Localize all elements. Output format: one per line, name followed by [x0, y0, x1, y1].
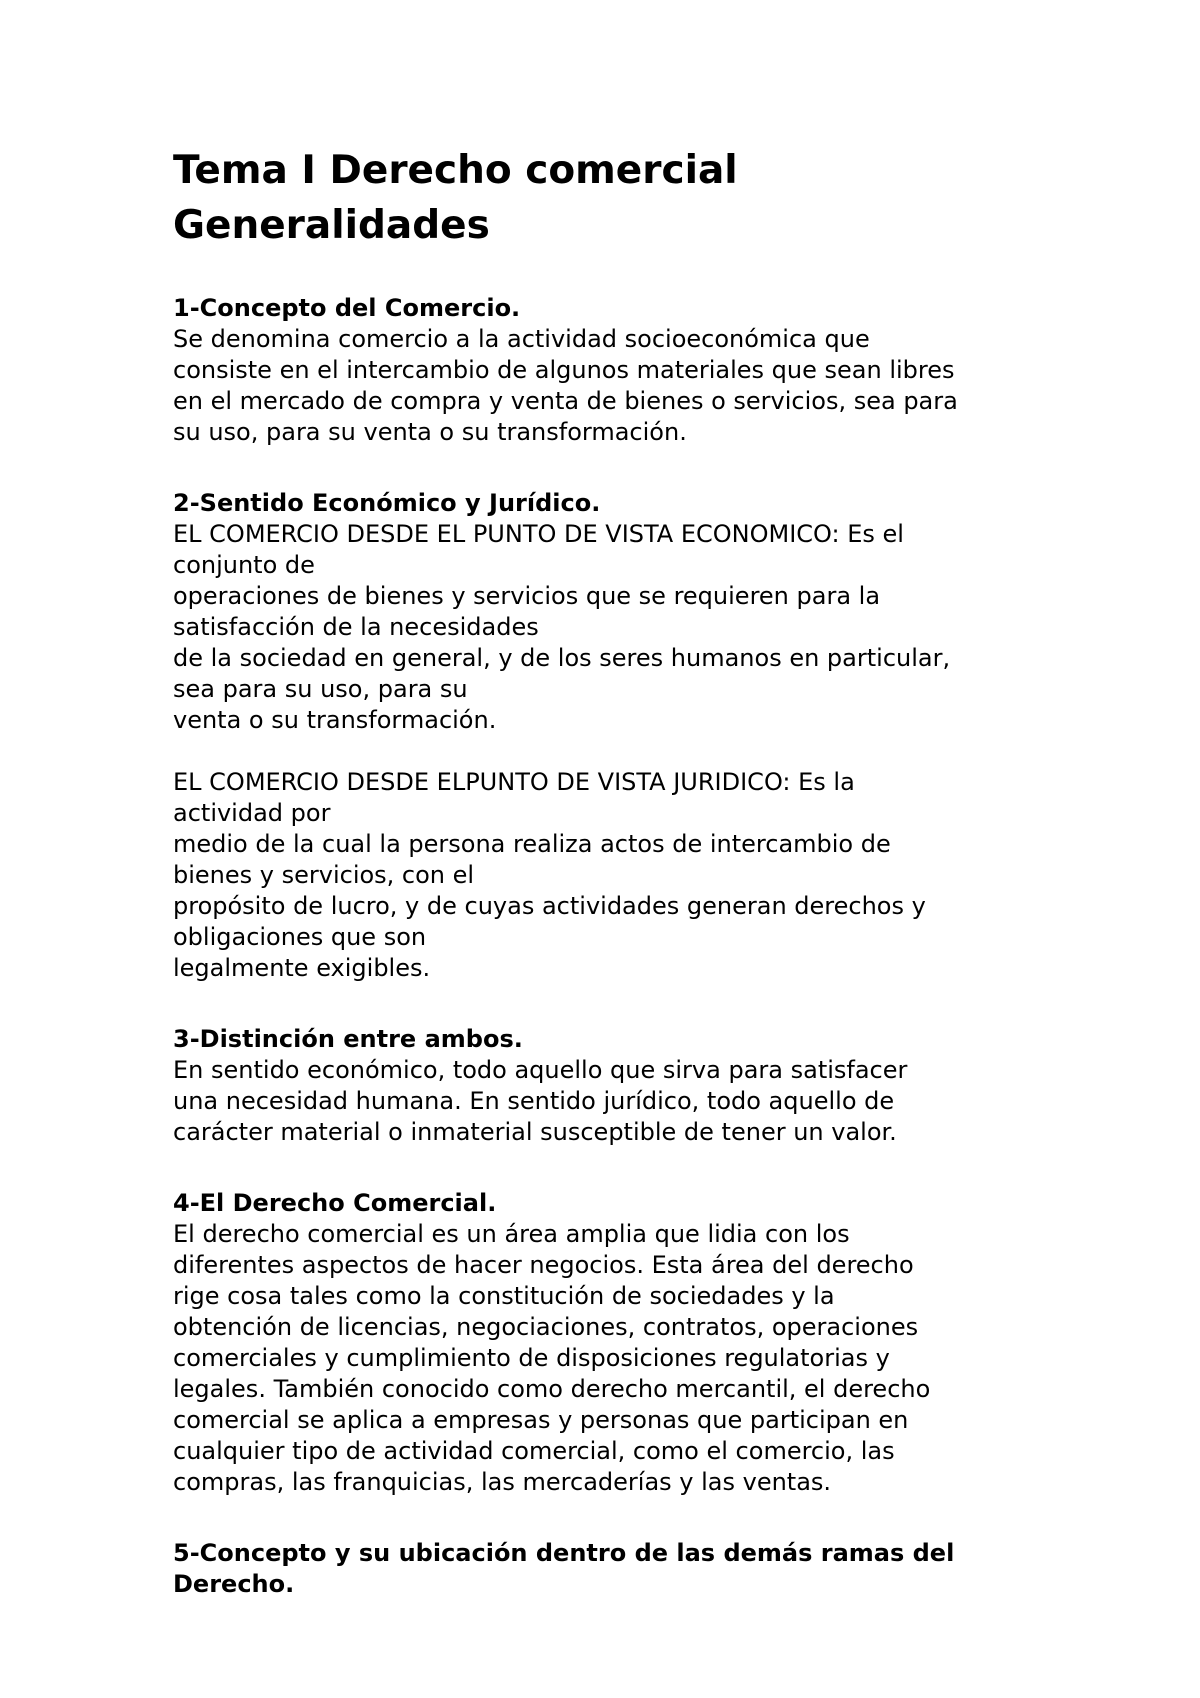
section-heading: Derecho.: [173, 1570, 295, 1598]
paragraph-line: de la sociedad en general, y de los seres humanos en particular,: [173, 644, 951, 672]
paragraph-line: su uso, para su venta o su transformación.: [173, 418, 687, 446]
paragraph-line: Se denomina comercio a la actividad socioeconómica que: [173, 325, 870, 353]
paragraph-line: propósito de lucro, y de cuyas actividades generan derechos y: [173, 892, 926, 920]
document-content: [173, 143, 1073, 1600]
paragraph-gap: [173, 736, 1073, 767]
section-distincion-ambos: [173, 1024, 1073, 1148]
paragraph-line: venta o su transformación.: [173, 706, 497, 734]
paragraph-line: satisfacción de la necesidades: [173, 613, 539, 641]
paragraph-line: operaciones de bienes y servicios que se requieren para la: [173, 582, 881, 610]
document-title-line: Generalidades: [173, 203, 490, 248]
paragraph-line: medio de la cual la persona realiza actos de intercambio de: [173, 830, 891, 858]
section-heading: 3-Distinción entre ambos.: [173, 1025, 523, 1053]
paragraph-line: EL COMERCIO DESDE EL PUNTO DE VISTA ECONOMICO: Es el: [173, 520, 904, 548]
paragraph-line: En sentido económico, todo aquello que sirva para satisfacer: [173, 1056, 908, 1084]
section-heading: 5-Concepto y su ubicación dentro de las demás ramas del: [173, 1539, 955, 1567]
section-sentido-economico-juridico: [173, 488, 1073, 984]
paragraph-line: rige cosa tales como la constitución de sociedades y la: [173, 1282, 835, 1310]
section-heading: 1-Concepto del Comercio.: [173, 294, 521, 322]
paragraph-line: consiste en el intercambio de algunos materiales que sean libres: [173, 356, 955, 384]
section-concepto-comercio: [173, 293, 1073, 448]
paragraph-line: cualquier tipo de actividad comercial, como el comercio, las: [173, 1437, 895, 1465]
paragraph-line: EL COMERCIO DESDE ELPUNTO DE VISTA JURIDICO: Es la: [173, 768, 855, 796]
paragraph-line: sea para su uso, para su: [173, 675, 468, 703]
paragraph-line: diferentes aspectos de hacer negocios. Esta área del derecho: [173, 1251, 914, 1279]
section-concepto-ubicacion: [173, 1538, 1073, 1600]
paragraph-line: obtención de licencias, negociaciones, contratos, operaciones: [173, 1313, 919, 1341]
paragraph-line: compras, las franquicias, las mercaderías y las ventas.: [173, 1468, 832, 1496]
paragraph-line: actividad por: [173, 799, 331, 827]
paragraph-line: una necesidad humana. En sentido jurídico, todo aquello de: [173, 1087, 895, 1115]
paragraph-line: legales. También conocido como derecho mercantil, el derecho: [173, 1375, 931, 1403]
section-derecho-comercial: [173, 1188, 1073, 1498]
section-heading: 4-El Derecho Comercial.: [173, 1189, 497, 1217]
paragraph-line: en el mercado de compra y venta de bienes o servicios, sea para: [173, 387, 958, 415]
paragraph-line: comerciales y cumplimiento de disposiciones regulatorias y: [173, 1344, 890, 1372]
section-heading: 2-Sentido Económico y Jurídico.: [173, 489, 601, 517]
paragraph-line: legalmente exigibles.: [173, 954, 431, 982]
paragraph-line: bienes y servicios, con el: [173, 861, 475, 889]
paragraph-line: conjunto de: [173, 551, 315, 579]
paragraph-line: El derecho comercial es un área amplia que lidia con los: [173, 1220, 850, 1248]
paragraph-line: comercial se aplica a empresas y personas que participan en: [173, 1406, 909, 1434]
document-title-line: Tema I Derecho comercial: [173, 148, 738, 193]
paragraph-line: carácter material o inmaterial susceptible de tener un valor.: [173, 1118, 897, 1146]
document-title: [173, 143, 1073, 253]
paragraph-line: obligaciones que son: [173, 923, 427, 951]
